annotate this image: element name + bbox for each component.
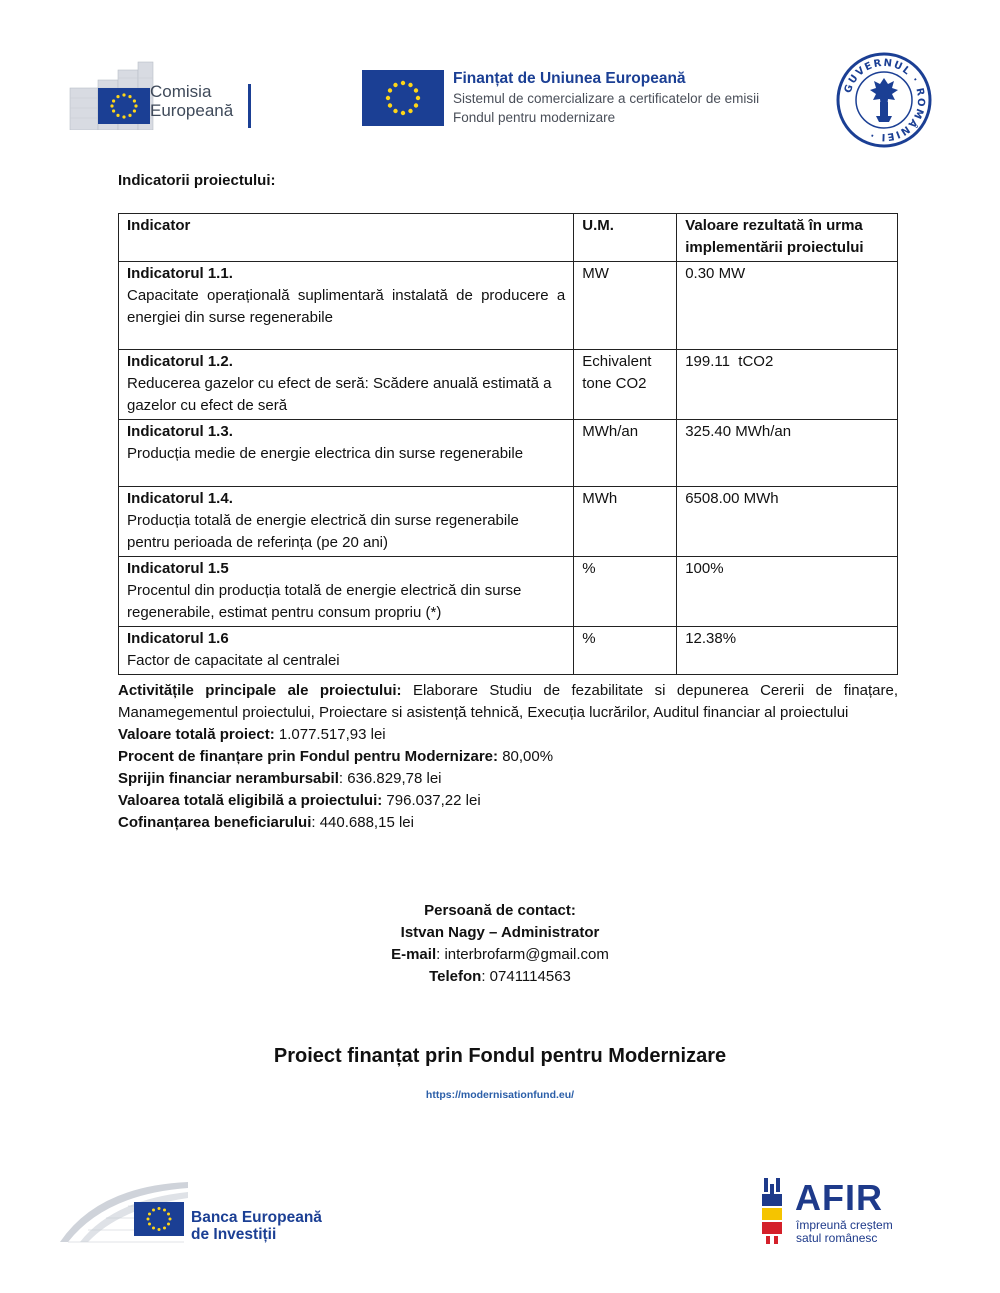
eib-name-line1: Banca Europeană xyxy=(191,1209,322,1226)
indicator-cell xyxy=(119,262,574,350)
cofinancing-label: Cofinanțarea beneficiarului xyxy=(118,814,312,831)
table-row xyxy=(119,350,898,420)
eib-name-line2: de Investiții xyxy=(191,1226,277,1243)
phone-value: : 0741114563 xyxy=(481,968,571,985)
indicator-description: Factor de capacitate al centralei xyxy=(127,652,340,669)
afir-tagline-2: satul românesc xyxy=(796,1231,878,1245)
header xyxy=(0,52,1000,142)
footer-title: Proiect finanțat prin Fondul pentru Modernizare xyxy=(273,1045,727,1067)
value-cell: 325.40 MWh/an xyxy=(677,420,898,487)
col-header-unit: U.M. xyxy=(574,214,677,262)
svg-text:GUVERNUL · ROMÂNIEI ·: GUVERNUL · ROMÂNIEI · xyxy=(842,57,927,143)
eligible-value-line xyxy=(118,790,898,812)
email-label: E-mail xyxy=(391,946,437,963)
afir-wordmark: AFIR xyxy=(795,1177,883,1218)
contact-phone-line xyxy=(0,966,1000,988)
activities-label: Activitățile principale ale proiectului: xyxy=(118,682,402,699)
eligible-value-label: Valoarea totală eligibilă a proiectului: xyxy=(118,792,383,809)
indicator-cell xyxy=(119,557,574,627)
value-cell: 199.11 tCO2 xyxy=(677,350,898,420)
section-title: Indicatorii proiectului: xyxy=(118,172,276,189)
contact-email-line xyxy=(0,944,1000,966)
indicator-title: Indicatorul 1.3. xyxy=(127,423,233,440)
indicator-title: Indicatorul 1.4. xyxy=(127,490,233,507)
funding-title: Finanțat de Uniunea Europeană xyxy=(453,70,686,87)
eligible-value: 796.037,22 lei xyxy=(382,792,481,809)
modernisation-fund-link[interactable]: https://modernisationfund.eu/ xyxy=(425,1089,575,1101)
afir-tagline-1: împreună creștem xyxy=(796,1218,893,1232)
table-header-row xyxy=(119,214,898,262)
col-header-value-text: Valoare rezultată în urma implementării proiectului xyxy=(685,217,864,256)
cofinancing-line xyxy=(118,812,898,834)
contact-heading: Persoană de contact: xyxy=(424,902,576,919)
funding-percent-label: Procent de finanțare prin Fondul pentru Modernizare: xyxy=(118,748,499,765)
value-cell: 12.38% xyxy=(677,627,898,675)
indicator-title: Indicatorul 1.2. xyxy=(127,353,233,370)
unit-cell: MW xyxy=(574,262,677,350)
table-row xyxy=(119,262,898,350)
grant-line xyxy=(118,768,898,790)
eu-funding-statement xyxy=(453,69,759,127)
funding-subtitle-1: Sistemul de comercializare a certificatelor de emisii xyxy=(453,91,760,106)
unit-cell: Echivalent tone CO2 xyxy=(574,350,677,420)
funding-percent-value: 80,00% xyxy=(498,748,554,765)
project-details xyxy=(118,680,898,834)
value-cell: 0.30 MW xyxy=(677,262,898,350)
activities-paragraph xyxy=(118,680,898,724)
table-row xyxy=(119,420,898,487)
email-value[interactable]: : interbrofarm@gmail.com xyxy=(436,946,609,963)
eu-flag-icon xyxy=(362,70,444,126)
indicators-table xyxy=(118,213,898,675)
unit-cell: % xyxy=(574,557,677,627)
ec-divider xyxy=(248,84,251,128)
value-cell: 100% xyxy=(677,557,898,627)
funding-percent-line xyxy=(118,746,898,768)
cofinancing-value: : 440.688,15 lei xyxy=(311,814,414,831)
indicator-title: Indicatorul 1.5 xyxy=(127,560,229,577)
indicator-title: Indicatorul 1.1. xyxy=(127,265,233,282)
afir-tagline xyxy=(796,1219,893,1245)
table-row xyxy=(119,557,898,627)
value-cell: 6508.00 MWh xyxy=(677,487,898,557)
indicator-description: Producția medie de energie electrica din surse regenerabile xyxy=(127,445,524,462)
ec-name-line2: Europeană xyxy=(150,101,234,120)
unit-cell: MWh xyxy=(574,487,677,557)
indicator-cell xyxy=(119,487,574,557)
col-header-value xyxy=(677,214,898,262)
indicator-title: Indicatorul 1.6 xyxy=(127,630,229,647)
grant-label: Sprijin financiar nerambursabil xyxy=(118,770,339,787)
indicator-cell xyxy=(119,420,574,487)
indicator-cell xyxy=(119,627,574,675)
activities-value: Elaborare Studiu de fezabilitate si depunerea Cererii de finațare, Manamegementul proiectului, Proiectare si asistență tehnică, Execuția lucrărilor, Auditul financiar al proiectului xyxy=(118,682,898,721)
phone-label: Telefon xyxy=(429,968,482,985)
indicator-description: Reducerea gazelor cu efect de seră: Scădere anuală estimată a gazelor cu efect de seră xyxy=(127,375,552,414)
total-value: 1.077.517,93 lei xyxy=(274,726,386,743)
total-value-line xyxy=(118,724,898,746)
indicator-description: Capacitate operațională suplimentară instalată de producere a energiei din surse regenerabile xyxy=(127,287,566,326)
total-value-label: Valoare totală proiect: xyxy=(118,726,275,743)
table-row xyxy=(119,487,898,557)
indicator-description: Producția totală de energie electrică din surse regenerabile pentru perioada de referința (pe 20 ani) xyxy=(127,512,519,551)
funding-subtitle-2: Fondul pentru modernizare xyxy=(453,110,616,125)
european-commission-name xyxy=(150,82,233,120)
col-header-indicator: Indicator xyxy=(119,214,574,262)
romanian-government-seal xyxy=(836,52,932,148)
indicator-cell xyxy=(119,350,574,420)
unit-cell: % xyxy=(574,627,677,675)
indicator-description: Procentul din producția totală de energie electrică din surse regenerabile, estimat pentru consum propriu (*) xyxy=(127,582,522,621)
unit-cell: MWh/an xyxy=(574,420,677,487)
eib-name xyxy=(191,1209,322,1243)
table-row xyxy=(119,627,898,675)
contact-block xyxy=(0,900,1000,988)
contact-person: Istvan Nagy – Administrator xyxy=(400,924,600,941)
ec-name-line1: Comisia xyxy=(150,82,212,101)
grant-value: : 636.829,78 lei xyxy=(338,770,442,787)
